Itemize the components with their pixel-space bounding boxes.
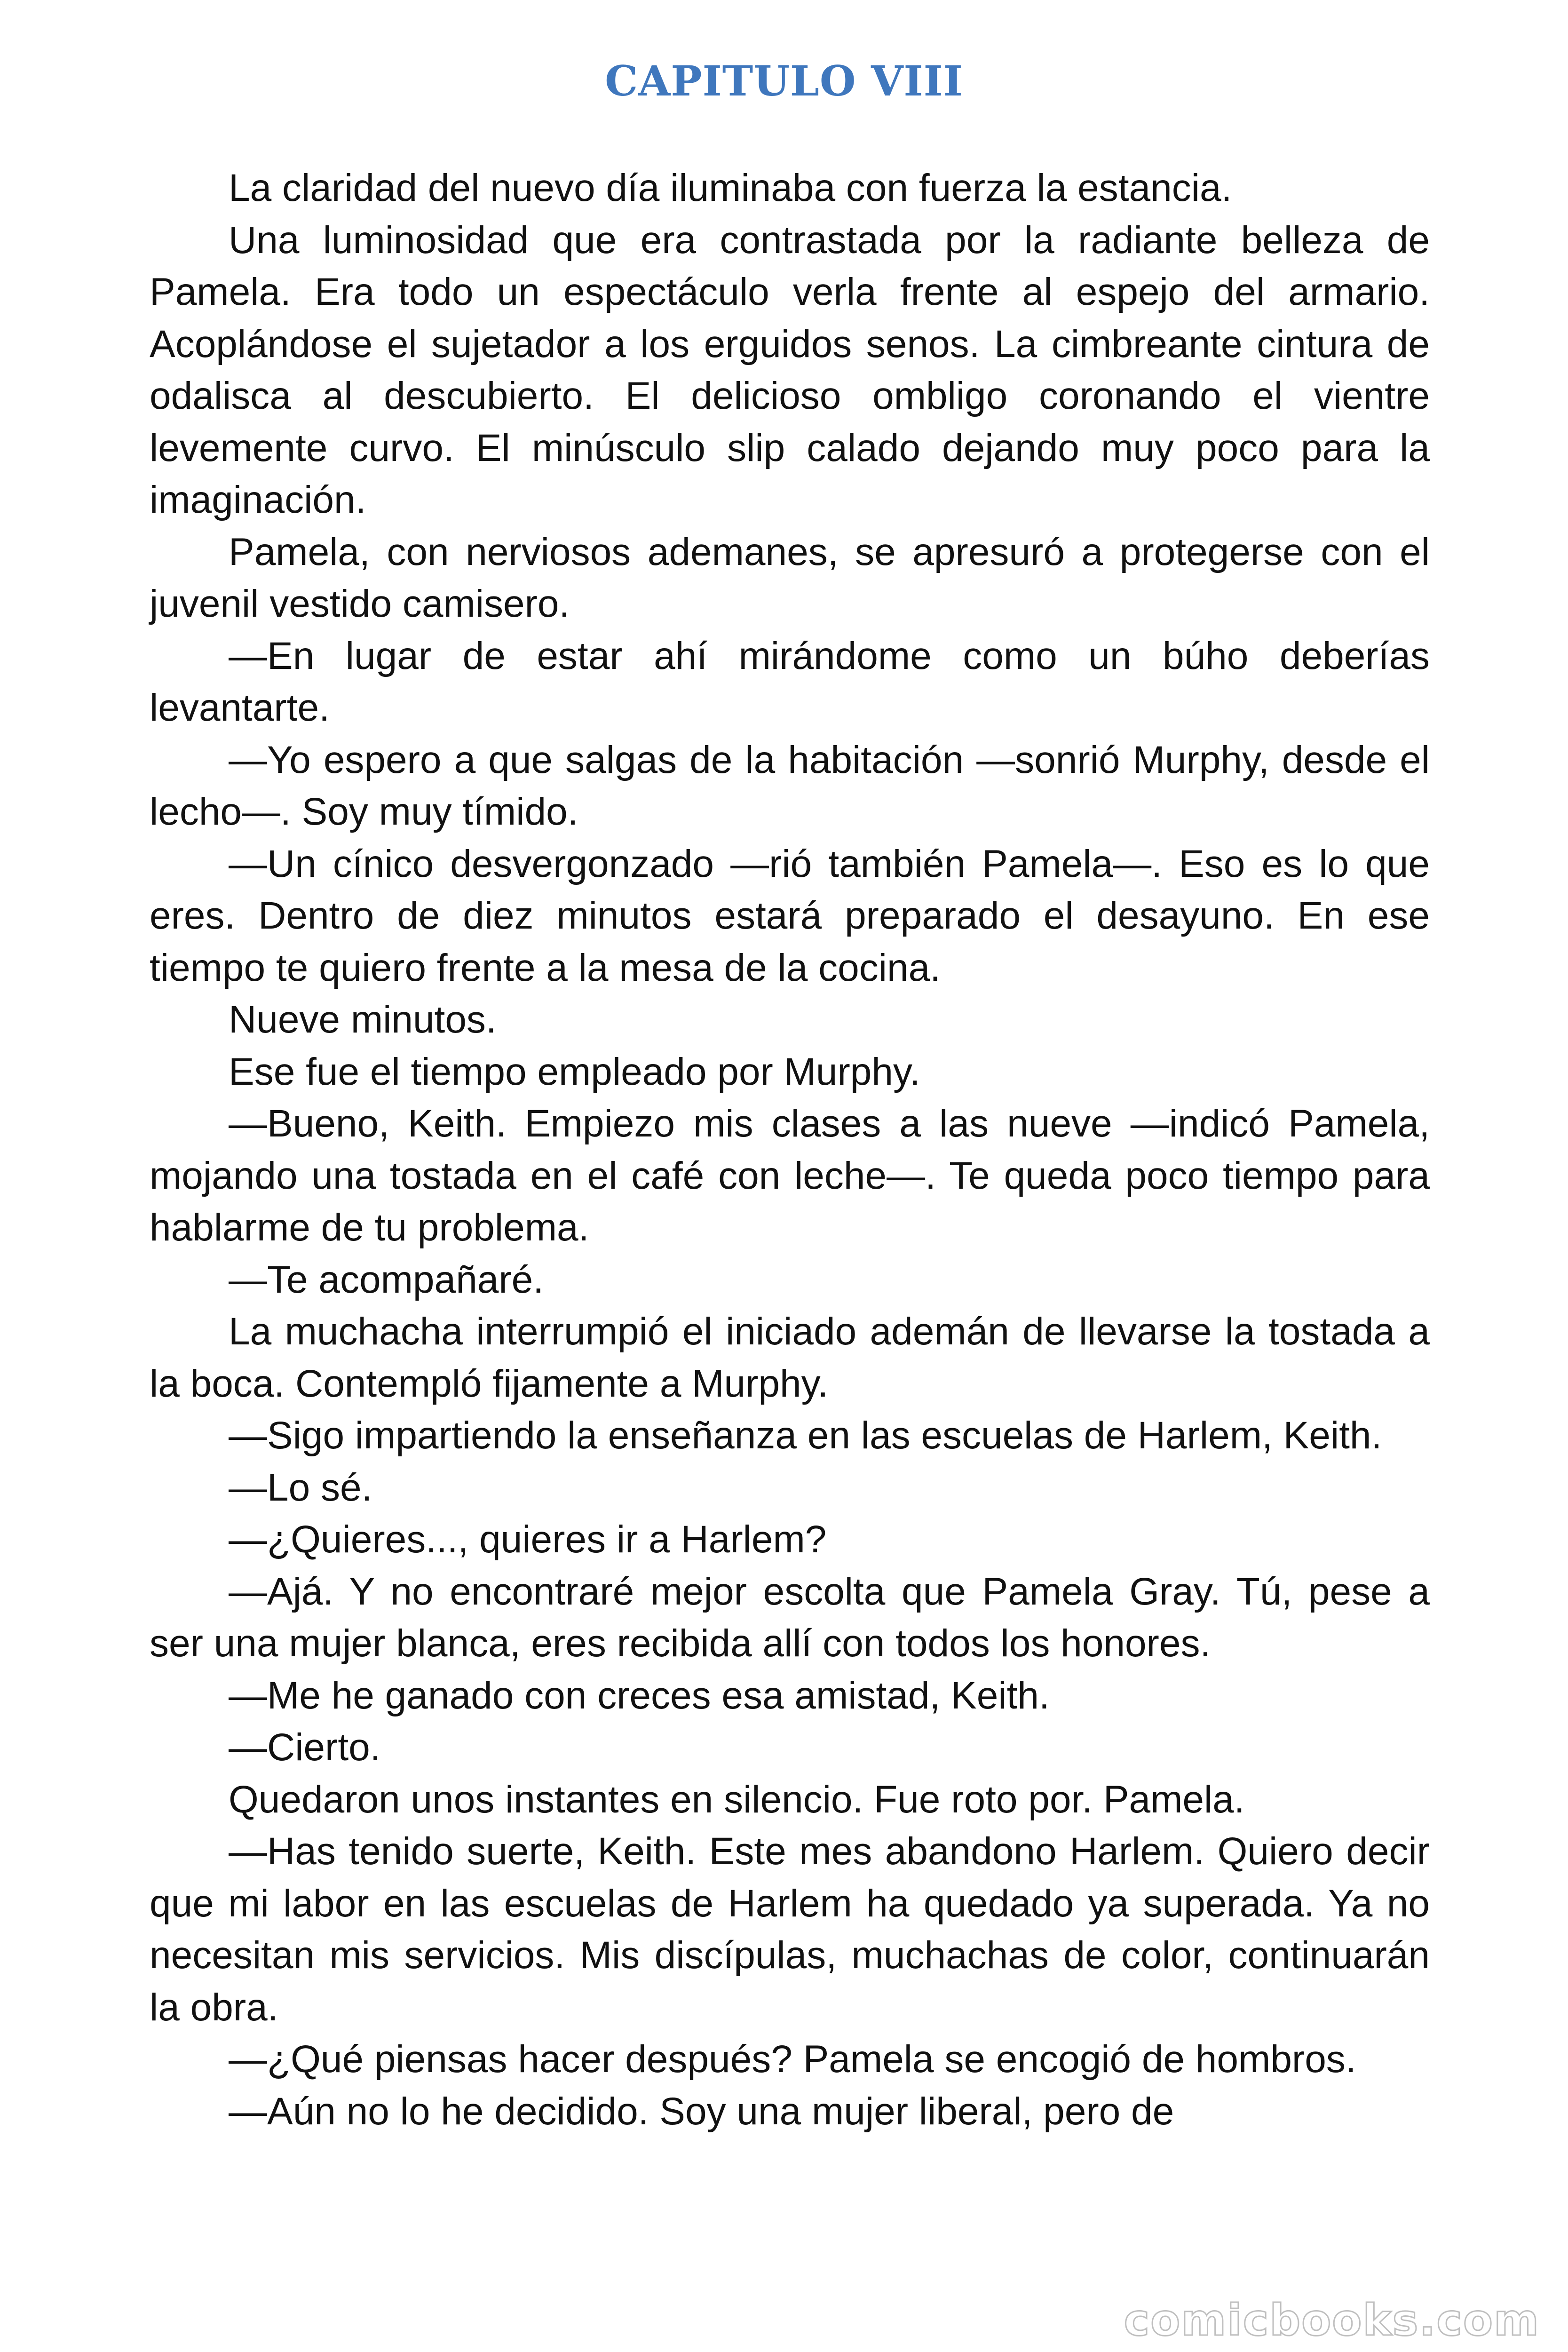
paragraph: Ese fue el tiempo empleado por Murphy. (229, 1050, 920, 1093)
paragraph: —Me he ganado con creces esa amistad, Keith. (229, 1674, 1050, 1717)
paragraph: —Te acompañaré. (229, 1258, 544, 1301)
watermark-logo: comicbooks.com (1124, 2295, 1540, 2345)
paragraph: —En lugar de estar ahí mirándome como un búho deberías levantarte. (150, 634, 1430, 729)
paragraph: —Bueno, Keith. Empiezo mis clases a las nueve —indicó Pamela, mojando una tostada en el café con leche—. Te queda poco tiempo para hablarme de tu problema. (150, 1102, 1430, 1249)
paragraph: —Aún no lo he decidido. Soy una mujer liberal, pero de (229, 2090, 1174, 2133)
paragraph: —¿Quieres..., quieres ir a Harlem? (229, 1518, 827, 1561)
paragraph: —Ajá. Y no encontraré mejor escolta que Pamela Gray. Tú, pese a ser una mujer blanca, eres recibida allí con todos los honores. (150, 1570, 1430, 1665)
paragraph: Quedaron unos instantes en silencio. Fue roto por. Pamela. (229, 1778, 1245, 1821)
paragraph: —Lo sé. (229, 1466, 372, 1509)
paragraph: La muchacha interrumpió el iniciado ademán de llevarse la tostada a la boca. Contempló fijamente a Murphy. (150, 1310, 1430, 1405)
chapter-body (150, 162, 1430, 2137)
paragraph: —Yo espero a que salgas de la habitación —sonrió Murphy, desde el lecho—. Soy muy tímido. (150, 738, 1430, 833)
paragraph: —¿Qué piensas hacer después? Pamela se encogió de hombros. (229, 2038, 1356, 2081)
paragraph: —Un cínico desvergonzado —rió también Pamela—. Eso es lo que eres. Dentro de diez minutos estará preparado el desayuno. En ese tiempo te quiero frente a la mesa de la cocina. (150, 842, 1430, 989)
paragraph: Pamela, con nerviosos ademanes, se apresuró a protegerse con el juvenil vestido camisero. (150, 530, 1430, 625)
paragraph: La claridad del nuevo día iluminaba con fuerza la estancia. (229, 167, 1232, 209)
paragraph: —Sigo impartiendo la enseñanza en las escuelas de Harlem, Keith. (229, 1414, 1382, 1457)
paragraph: Nueve minutos. (229, 998, 497, 1041)
paragraph: —Has tenido suerte, Keith. Este mes abandono Harlem. Quiero decir que mi labor en las escuelas de Harlem ha quedado ya superada. Ya no necesitan mis servicios. Mis discípulas, muchachas de color, continuarán la obra. (150, 1830, 1430, 2029)
paragraph: —Cierto. (229, 1726, 381, 1769)
paragraph: Una luminosidad que era contrastada por la radiante belleza de Pamela. Era todo un espectáculo verla frente al espejo del armario. Acoplándose el sujetador a los erguidos senos. La cimbreante cintura de odalisca al descubierto. El delicioso ombligo coronando el vientre levemente curvo. El minúsculo slip calado dejando muy poco para la imaginación. (150, 218, 1430, 521)
chapter-title: CAPITULO VIII (605, 56, 963, 105)
